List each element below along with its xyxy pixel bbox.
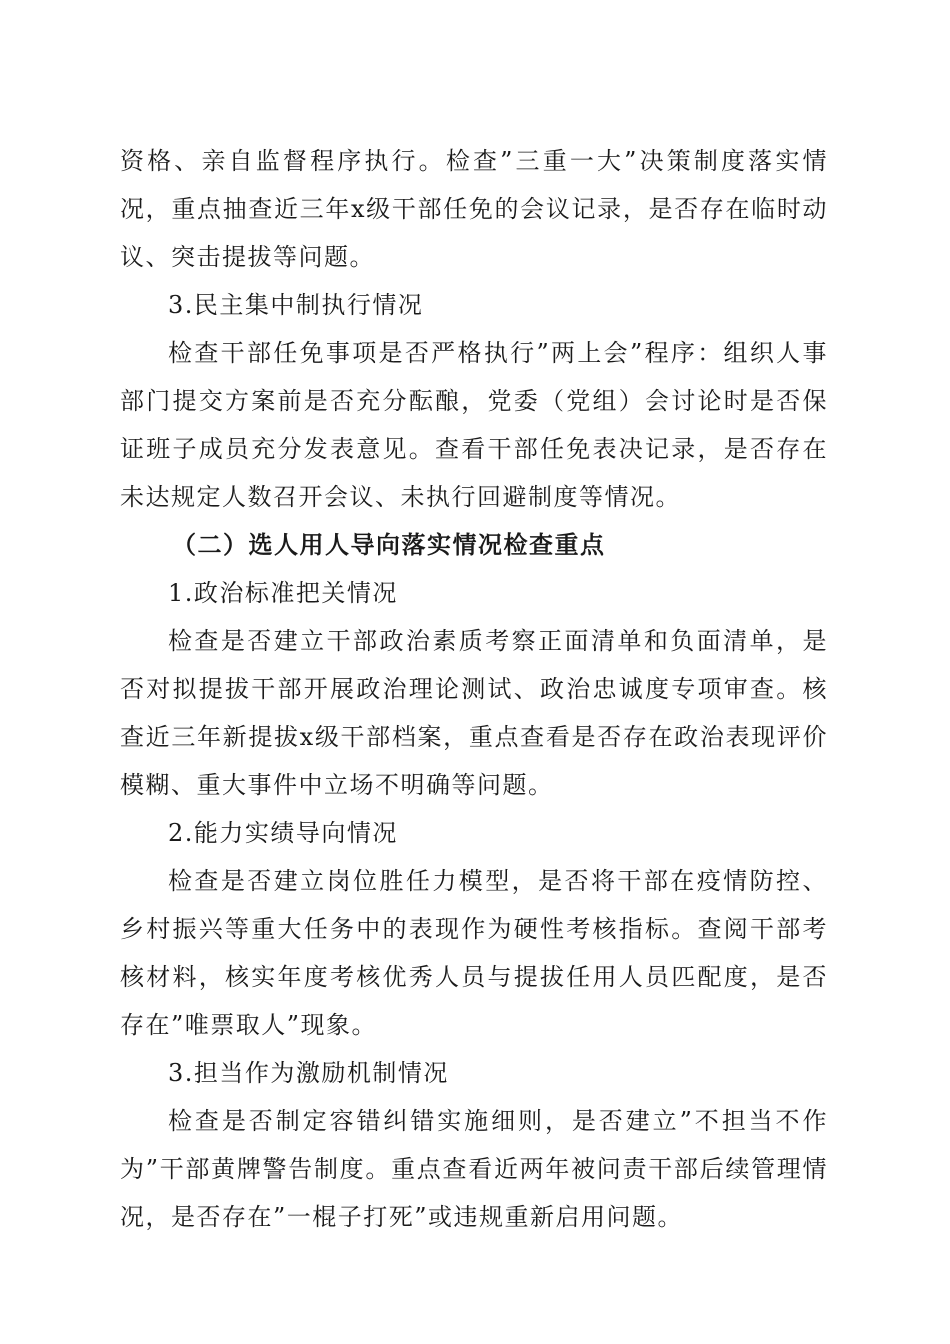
subheading-democratic-centralism: 3.民主集中制执行情况: [168, 291, 424, 319]
paragraph-democratic-centralism: 检查干部任免事项是否严格执行”两上会”程序：组织人事部门提交方案前是否充分酝酿，党委（党组）会讨论时是否保证班子成员充分发表意见。查看干部任免表决记录，是否存在未达规定人数召开会议、未执行回避制度等情况。: [120, 339, 828, 511]
subheading-political-standard: 1.政治标准把关情况: [168, 579, 398, 607]
section-heading-selection-orientation: （二）选人用人导向落实情况检查重点: [172, 530, 606, 559]
paragraph-incentive-mechanism: 检查是否制定容错纠错实施细则，是否建立”不担当不作为”干部黄牌警告制度。重点查看近两年被问责干部后续管理情况，是否存在”一棍子打死”或违规重新启用问题。: [120, 1107, 828, 1231]
document-body: [120, 137, 828, 1241]
subheading-incentive-mechanism: 3.担当作为激励机制情况: [168, 1059, 449, 1087]
paragraph-continuation: 资格、亲自监督程序执行。检查”三重一大”决策制度落实情况，重点抽查近三年x级干部任免的会议记录，是否存在临时动议、突击提拔等问题。: [120, 147, 828, 271]
paragraph-ability-performance: 检查是否建立岗位胜任力模型，是否将干部在疫情防控、乡村振兴等重大任务中的表现作为硬性考核指标。查阅干部考核材料，核实年度考核优秀人员与提拔任用人员匹配度，是否存在”唯票取人”现象。: [120, 867, 828, 1039]
subheading-ability-performance: 2.能力实绩导向情况: [168, 819, 398, 847]
paragraph-political-standard: 检查是否建立干部政治素质考察正面清单和负面清单，是否对拟提拔干部开展政治理论测试、政治忠诚度专项审查。核查近三年新提拔x级干部档案，重点查看是否存在政治表现评价模糊、重大事件中立场不明确等问题。: [120, 627, 828, 799]
